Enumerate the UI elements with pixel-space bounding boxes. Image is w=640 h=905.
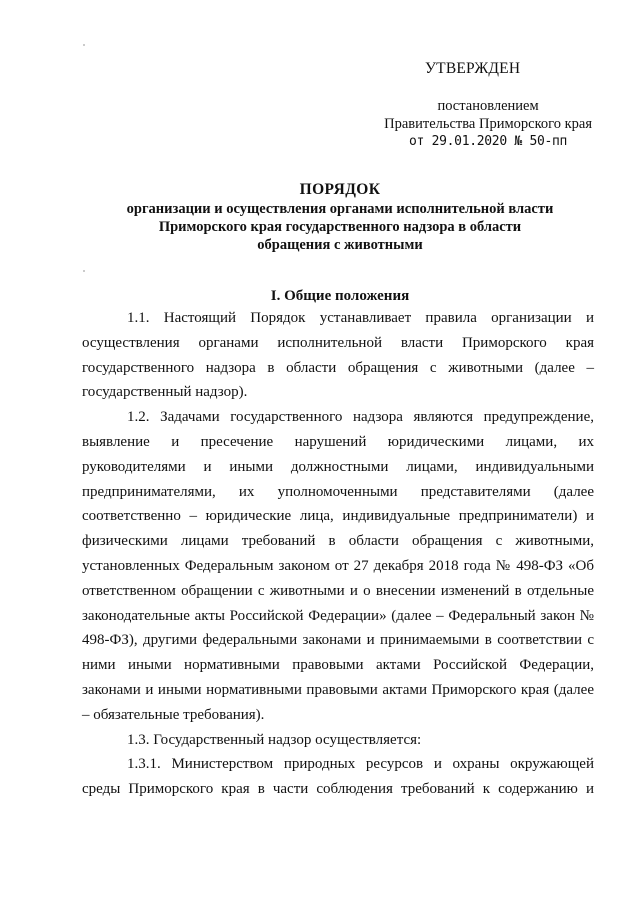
section-body (82, 306, 594, 802)
approval-line-2: Правительства Приморского края (384, 116, 592, 132)
approval-block (384, 97, 592, 151)
title-line-2: Приморского края государственного надзора в области (158, 219, 522, 235)
approval-date-number: от 29.01.2020 № 50-пп (409, 134, 568, 149)
paragraph-1-3: 1.3. Государственный надзор осуществляется: (127, 731, 422, 748)
paragraph-1-2: 1.2. Задачами государственного надзора являются предупреждение, выявление и пресечение нарушений юридическими лицами, их руководителями и иными должностными лицами, индивидуальными предпринимателями, их уполномоченными представителями (далее соответственно – юридические лица, индивидуальные предприниматели) и физическими лицами требований в области обращения с животными, установленных Федеральным законом от 27 декабря 2018 года № 498-ФЗ «Об ответственном обращении с животными и о внесении изменений в отдельные законодательные акты Российской Федерации» (далее – Федеральный закон № 498-ФЗ), другими федеральными законами и принимаемыми в соответствии с ними иными нормативными правовыми актами Российской Федерации, законами и иными нормативными правовыми актами Приморского края (далее – обязательные требования). (82, 409, 594, 723)
title-line-3: обращения с животными (257, 237, 423, 253)
section-heading: I. Общие положения (270, 288, 410, 304)
paragraph-1-3-1: 1.3.1. Министерством природных ресурсов и охраны окружающей среды Приморского края в части соблюдения требований к содержанию и (82, 756, 594, 798)
approved-label: УТВЕРЖДЕН (425, 60, 521, 77)
title-line-1: организации и осуществления органами исполнительной власти (126, 201, 554, 217)
approval-line-1: постановлением (437, 98, 539, 114)
document-title (80, 180, 600, 254)
scan-speck (83, 270, 85, 272)
paragraph-1-1: 1.1. Настоящий Порядок устанавливает правила организации и осуществления органами исполнительной власти Приморского края государственного надзора в области обращения с животными (далее – государственный надзор). (82, 310, 594, 401)
scan-speck (83, 44, 85, 46)
title-main: ПОРЯДОК (299, 181, 381, 198)
